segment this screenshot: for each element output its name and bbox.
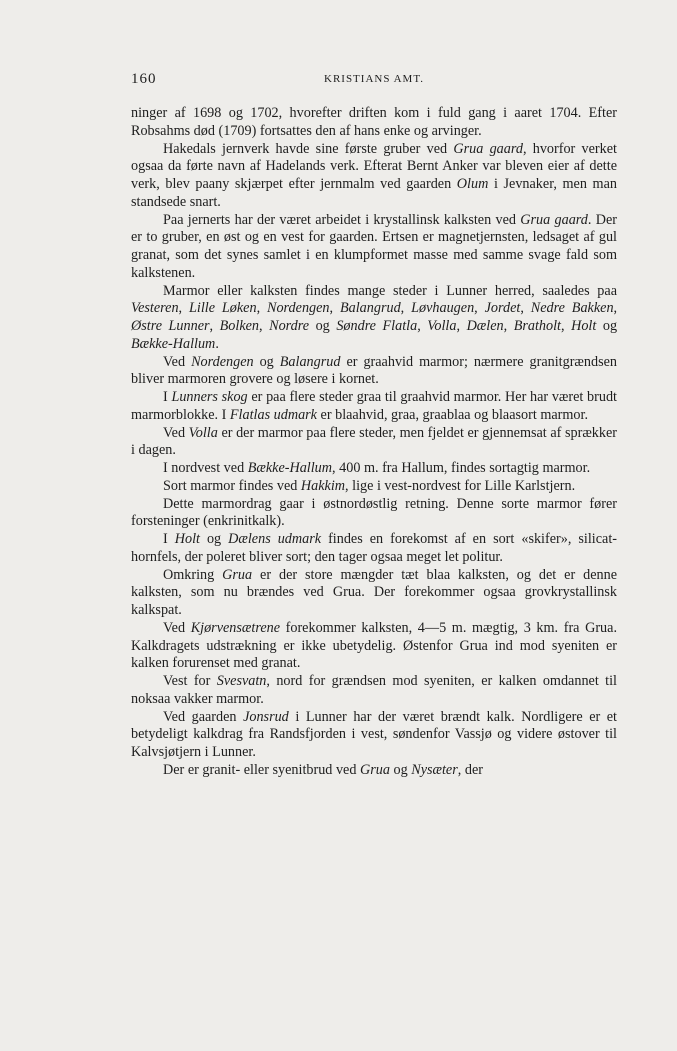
- paragraph: Sort marmor findes ved Hakkim, lige i vest-nordvest for Lille Karlstjern.: [163, 477, 576, 494]
- paragraph: Vest for Svesvatn, nord for grændsen mod syeniten, er kalken omdannet til noksaa vakker marmor.: [131, 673, 617, 707]
- paragraph: Marmor eller kalksten findes mange steder i Lunner herred, saaledes paa Vesteren, Lille Løken, Nordengen, Balangrud, Løvhaugen, Jordet, Nedre Bakken, Østre Lunner, Bolken, Nordre og Søndre Flatla, Volla, Dælen, Bratholt, Holt og Bække-Hallum.: [131, 282, 618, 352]
- paragraph: Ved Kjørvensætrene forekommer kalksten, 4—5 m. mægtig, 3 km. fra Grua. Kalkdragets udstrækning er ikke ubetydelig. Østenfor Grua ind mod syeniten er kalken forurenset med granat.: [131, 619, 617, 672]
- paragraph: Hakedals jernverk havde sine første gruber ved Grua gaard, hvorfor verket ogsaa da førte navn af Hadelands verk. Efterat Bernt Anker var bleven eier af dette verk, blev paany skjærpet efter jernmalm ved gaarden Olum i Jevnaker, men man standsede snart.: [131, 140, 617, 210]
- body-text: [131, 105, 617, 780]
- running-title: KRISTIANS AMT.: [324, 73, 424, 85]
- paragraph: I Holt og Dælens udmark findes en forekomst af en sort «skifer», silicat-hornfels, der poleret bliver sort; den tager ogsaa meget let politur.: [131, 531, 617, 565]
- page-number: 160: [131, 71, 157, 87]
- paragraph: Paa jernerts har der været arbeidet i krystallinsk kalksten ved Grua gaard. Der er to gruber, en øst og en vest for gaarden. Ertsen er magnetjernsten, ledsaget af gul granat, som det synes samlet i en klumpformet masse med samme svage fald som kalkstenen.: [131, 211, 617, 281]
- paragraph: Dette marmordrag gaar i østnordøstlig retning. Denne sorte marmor fører forsteninger (enkrinitkalk).: [131, 495, 617, 530]
- paragraph: I nordvest ved Bække-Hallum, 400 m. fra Hallum, findes sortagtig marmor.: [163, 460, 591, 476]
- page-header: [131, 71, 617, 91]
- paragraph: Der er granit- eller syenitbrud ved Grua og Nysæter, der: [163, 761, 483, 778]
- paragraph: Ved Nordengen og Balangrud er graahvid marmor; nærmere granitgrændsen bliver marmoren grovere og løsere i kornet.: [131, 353, 617, 388]
- paragraph: ninger af 1698 og 1702, hvorefter driften kom i fuld gang i aaret 1704. Efter Robsahms død (1709) fortsattes den af hans enke og arvinger.: [131, 105, 617, 139]
- paragraph: I Lunners skog er paa flere steder graa til graahvid marmor. Her har været brudt marmorblokke. I Flatlas udmark er blaahvid, graa, graablaa og blaasort marmor.: [131, 389, 617, 423]
- paragraph: Ved gaarden Jonsrud i Lunner har der været brændt kalk. Nordligere er et betydeligt kalkdrag fra Randsfjorden i vest, søndenfor Vassjø og videre østover til Kalvsjøtjern i Lunner.: [131, 708, 617, 760]
- paragraph: Ved Volla er der marmor paa flere steder, men fjeldet er gjennemsat af sprækker i dagen.: [131, 424, 617, 459]
- paragraph: Omkring Grua er der store mængder tæt blaa kalksten, og det er denne kalksten, som nu brændes ved Grua. Der forekommer ogsaa grovkrystallinsk kalkspat.: [131, 566, 617, 618]
